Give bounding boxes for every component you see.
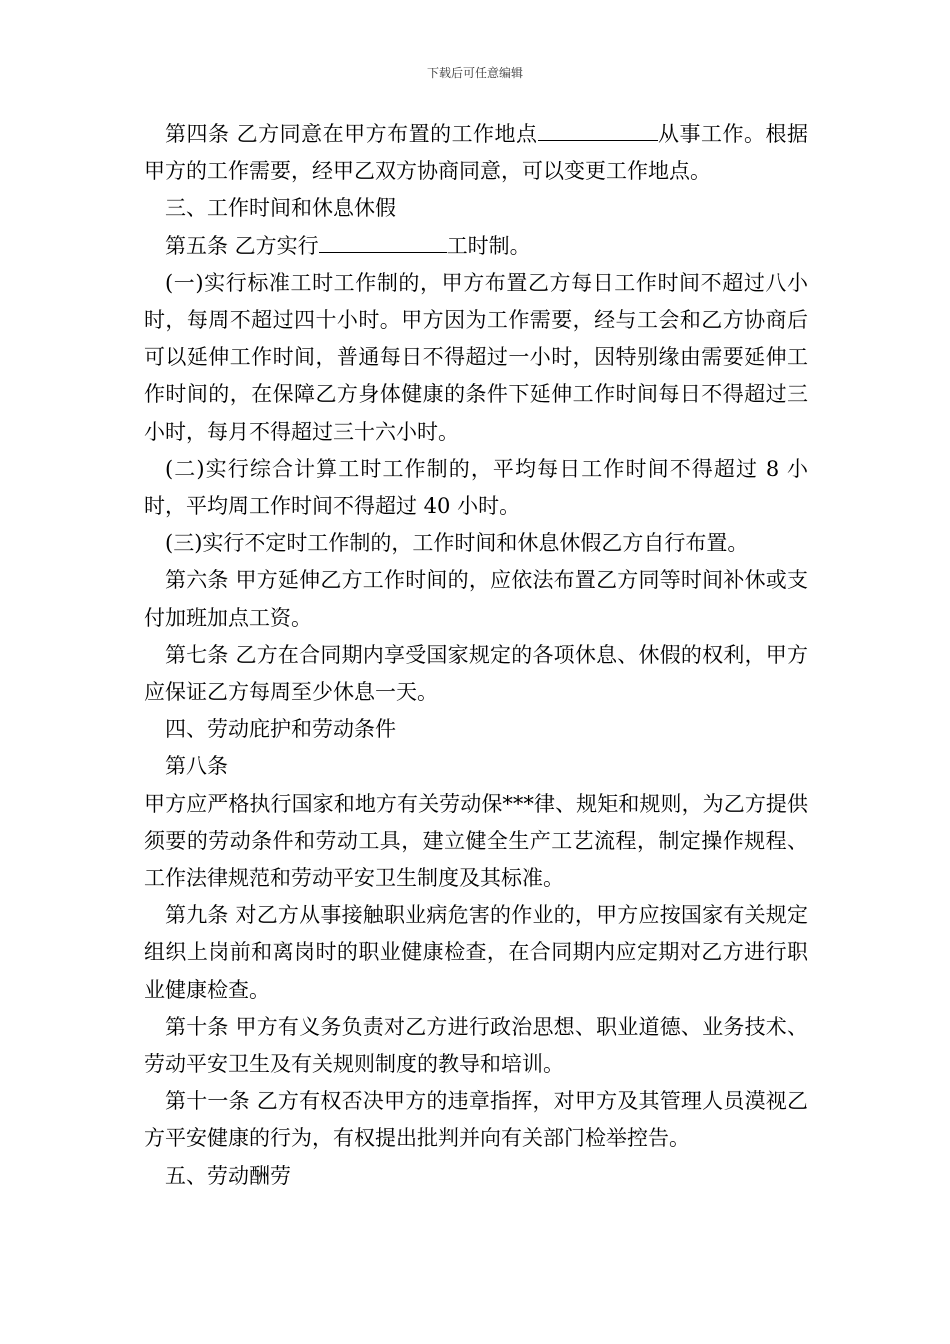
- item-2-comprehensive-hours: (二)实行综合计算工时工作制的，平均每日工作时间不得超过 8 小时，平均周工作时间不得超过 40 小时。: [144, 456, 808, 519]
- article-7: 第七条 乙方在合同期内享受国家规定的各项休息、休假的权利，甲方应保证乙方每周至少休息一天。: [144, 642, 808, 705]
- article-8-body: 甲方应严格执行国家和地方有关劳动保***律、规矩和规则，为乙方提供须要的劳动条件和劳动工具，建立健全生产工艺流程，制定操作规程、工作法律规范和劳动平安卫生制度及其标准。: [144, 791, 808, 891]
- section-4-title: 四、劳动庇护和劳动条件: [165, 717, 396, 742]
- item-3-flexible-hours: (三)实行不定时工作制的，工作时间和休息休假乙方自行布置。: [165, 531, 749, 556]
- article-11: 第十一条 乙方有权否决甲方的违章指挥，对甲方及其管理人员漠视乙方平安健康的行为，有权提出批判并向有关部门检举控告。: [144, 1089, 808, 1151]
- article-5-text-before: 第五条 乙方实行: [165, 233, 319, 258]
- article-6: 第六条 甲方延伸乙方工作时间的，应依法布置乙方同等时间补休或支付加班加点工资。: [144, 568, 808, 630]
- article-10: 第十条 甲方有义务负责对乙方进行政治思想、职业道德、业务技术、劳动平安卫生及有关规则制度的教导和培训。: [144, 1014, 808, 1077]
- article-4-text-after: 从事工作。根据甲方的工作需要，经甲乙双方协商同意，可以变更工作地点。: [144, 122, 808, 184]
- work-location-blank: [538, 116, 658, 141]
- page-header: 下载后可任意编辑: [426, 66, 523, 80]
- work-hours-system-blank: [319, 228, 447, 253]
- item-1-standard-hours: (一)实行标准工时工作制的，甲方布置乙方每日工作时间不超过八小时，每周不超过四十小时。甲方因为工作需要，经与工会和乙方协商后可以延伸工作时间，普通每日不得超过一小时，因特别缘由需要延伸工作时间的，在保障乙方身体健康的条件下延伸工作时间每日不得超过三小时，每月不得超过三十六小时。: [144, 270, 808, 444]
- article-9: 第九条 对乙方从事接触职业病危害的作业的，甲方应按国家有关规定组织上岗前和离岗时的职业健康检查，在合同期内应定期对乙方进行职业健康检查。: [144, 903, 808, 1002]
- article-8-label: 第八条: [165, 754, 228, 779]
- document-body: [144, 116, 808, 1195]
- article-5: [144, 228, 808, 265]
- article-5-text-after: 工时制。: [446, 233, 531, 258]
- article-4: [144, 116, 808, 190]
- article-4-text-before: 第四条 乙方同意在甲方布置的工作地点: [165, 122, 538, 146]
- section-5-title: 五、劳动酬劳: [165, 1163, 291, 1188]
- section-3-title: 三、工作时间和休息休假: [165, 196, 396, 221]
